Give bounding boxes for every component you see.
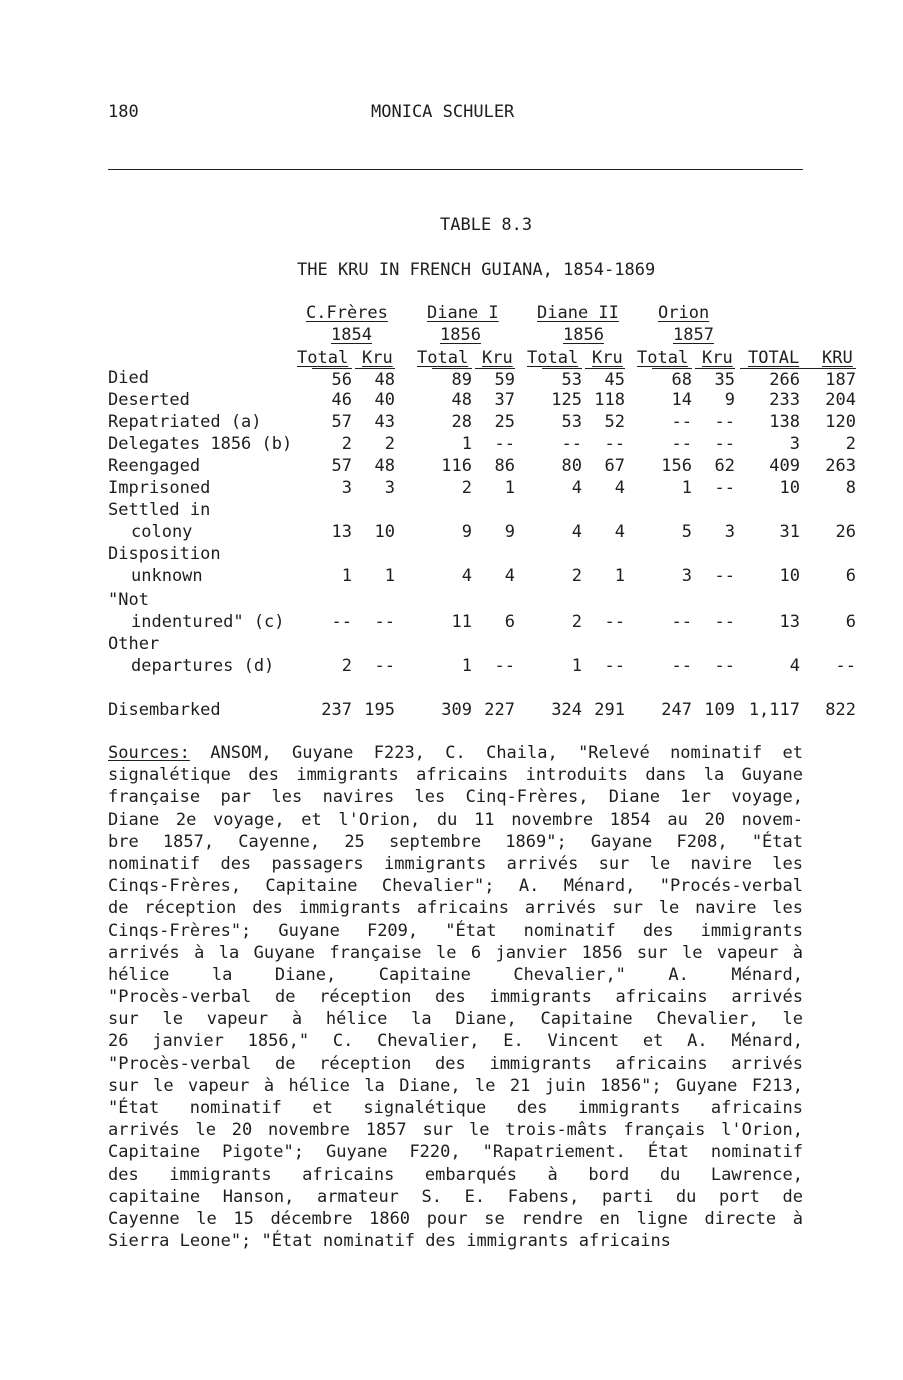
sources-line: de réception des immigrants africains arrivés sur le navire les — [108, 898, 803, 919]
sources-line: Cinqs-Frères"; Guyane F209, "État nominatif des immigrants — [108, 920, 803, 941]
table-cell: 4 — [614, 522, 625, 542]
table-cell: 48 — [451, 390, 472, 410]
table-cell: 52 — [604, 412, 625, 432]
row-label: colony — [131, 522, 193, 542]
table-cell: -- — [604, 434, 625, 454]
table-cell: -- — [374, 612, 395, 632]
header-rule — [108, 169, 803, 170]
table-cell: 4 — [461, 566, 472, 586]
table-row — [0, 522, 903, 544]
table-cell: 57 — [331, 456, 352, 476]
table-cell: -- — [714, 434, 735, 454]
table-cell: 3 — [681, 566, 692, 586]
subhead-kru: Kru — [482, 348, 513, 368]
subhead-total: Total — [417, 348, 469, 368]
table-cell: 109 — [704, 700, 735, 720]
row-label: Delegates 1856 (b) — [108, 434, 293, 454]
table-cell: 116 — [441, 456, 472, 476]
table-cell: 13 — [779, 612, 800, 632]
table-cell: 14 — [671, 390, 692, 410]
ship-year-cfreres: 1854 — [331, 325, 372, 345]
table-cell: 2 — [571, 566, 582, 586]
table-cell: 263 — [825, 456, 856, 476]
table-cell: 45 — [585, 368, 625, 390]
row-label: indentured" (c) — [131, 612, 285, 632]
table-cell: 4 — [789, 656, 800, 676]
sources-line: "Procès-verbal de réception des immigrants africains arrivés — [108, 1053, 803, 1074]
ship-header-diane-2: Diane II — [537, 303, 619, 323]
table-cell: 9 — [461, 522, 472, 542]
table-cell: 28 — [451, 412, 472, 432]
table-cell: 86 — [494, 456, 515, 476]
subhead-total: Total — [527, 348, 579, 368]
sources-line: sur le vapeur à hélice la Diane, le 21 juin 1856"; Guyane F213, — [108, 1075, 803, 1096]
sources-line: bre 1857, Cayenne, 25 septembre 1869"; Gayane F208, "État — [108, 831, 803, 852]
subhead-kru: Kru — [592, 348, 623, 368]
table-cell: 822 — [825, 700, 856, 720]
table-cell: 43 — [374, 412, 395, 432]
table-cell: 25 — [494, 412, 515, 432]
table-cell: 2 — [461, 478, 472, 498]
table-cell: -- — [714, 412, 735, 432]
table-cell: 1 — [614, 566, 625, 586]
row-label: Repatriated (a) — [108, 412, 262, 432]
table-row — [0, 434, 903, 456]
table-row — [0, 456, 903, 478]
ship-year-orion: 1857 — [673, 325, 714, 345]
table-cell: 10 — [779, 478, 800, 498]
table-cell: 57 — [331, 412, 352, 432]
table-cell: 2 — [571, 612, 582, 632]
table-row — [0, 566, 903, 588]
table-cell: 6 — [845, 612, 856, 632]
table-cell: 187 — [796, 368, 856, 390]
table-cell: 120 — [825, 412, 856, 432]
table-number: TABLE 8.3 — [440, 215, 533, 235]
sources-line: hélice la Diane, Capitaine Chevalier," A. Ménard, — [108, 964, 803, 985]
page-number: 180 — [108, 102, 139, 122]
row-label: Disposition — [108, 544, 221, 564]
table-cell: 62 — [714, 456, 735, 476]
sources-line: Sierra Leone"; "État nominatif des immigrants africains — [108, 1231, 671, 1252]
table-cell: 233 — [769, 390, 800, 410]
table-row-label-line — [0, 590, 903, 612]
sources-line: Cayenne le 15 décembre 1860 pour se rendre en ligne directe à — [108, 1208, 803, 1229]
table-cell: 156 — [661, 456, 692, 476]
table-cell: 266 — [740, 368, 800, 390]
table-row-label-line — [0, 544, 903, 566]
table-cell: 5 — [681, 522, 692, 542]
table-cell: -- — [671, 656, 692, 676]
row-label: Deserted — [108, 390, 190, 410]
table-cell: 3 — [724, 522, 735, 542]
table-row-disembarked — [0, 700, 903, 722]
sources-line: "Procès-verbal de réception des immigrants africains arrivés — [108, 987, 803, 1008]
table-cell: 118 — [594, 390, 625, 410]
table-cell: -- — [714, 566, 735, 586]
table-cell: 46 — [331, 390, 352, 410]
table-cell: 4 — [614, 478, 625, 498]
table-cell: -- — [714, 656, 735, 676]
column-header-kru: KRU — [822, 348, 853, 368]
table-cell: 309 — [441, 700, 472, 720]
table-row-label-line — [0, 500, 903, 522]
table-cell: 26 — [835, 522, 856, 542]
table-cell: -- — [714, 612, 735, 632]
table-row — [0, 412, 903, 434]
table-cell: 125 — [551, 390, 582, 410]
sources-line: capitaine Hanson, armateur S. E. Fabens, parti du port de — [108, 1186, 803, 1207]
table-cell: 2 — [845, 434, 856, 454]
table-cell: -- — [671, 434, 692, 454]
table-cell: -- — [671, 412, 692, 432]
table-cell: 227 — [484, 700, 515, 720]
row-label: Imprisoned — [108, 478, 211, 498]
table-cell: 1 — [461, 656, 472, 676]
subhead-kru: Kru — [362, 348, 393, 368]
table-cell: -- — [835, 656, 856, 676]
table-cell: 31 — [779, 522, 800, 542]
table-cell: 247 — [661, 700, 692, 720]
table-cell: 1 — [681, 478, 692, 498]
sources-line: signalétique des immigrants africains introduits dans la Guyane — [108, 765, 803, 786]
table-cell: 237 — [321, 700, 352, 720]
table-cell: 48 — [355, 368, 395, 390]
ship-year-diane-1: 1856 — [440, 325, 481, 345]
ship-header-orion: Orion — [658, 303, 710, 323]
table-cell: 6 — [504, 612, 515, 632]
running-title: MONICA SCHULER — [371, 102, 515, 122]
table-cell: 3 — [789, 434, 800, 454]
table-cell: -- — [374, 656, 395, 676]
table-cell: 2 — [341, 434, 352, 454]
table-cell: 10 — [374, 522, 395, 542]
table-cell: 291 — [594, 700, 625, 720]
table-cell: -- — [331, 612, 352, 632]
table-cell: 10 — [779, 566, 800, 586]
table-cell: 9 — [724, 390, 735, 410]
sources-line: arrivés à la Guyane française le 6 janvier 1856 sur le vapeur à — [108, 942, 803, 963]
table-cell: 9 — [504, 522, 515, 542]
table-cell: 3 — [384, 478, 395, 498]
row-label: Disembarked — [108, 700, 221, 720]
table-cell: 204 — [825, 390, 856, 410]
row-label: Reengaged — [108, 456, 201, 476]
table-cell: 2 — [384, 434, 395, 454]
sources-line: "État nominatif et signalétique des immigrants africains — [108, 1098, 803, 1118]
table-cell: -- — [561, 434, 582, 454]
table-row — [0, 368, 903, 390]
table-cell: -- — [714, 478, 735, 498]
table-cell: 11 — [451, 612, 472, 632]
subhead-total: Total — [297, 348, 349, 368]
table-cell: 1,117 — [748, 700, 800, 720]
subhead-kru: Kru — [702, 348, 733, 368]
table-cell: -- — [604, 656, 625, 676]
row-label: "Not — [108, 590, 149, 610]
table-row — [0, 612, 903, 634]
table-row — [0, 390, 903, 412]
row-label: Other — [108, 634, 160, 654]
sources-heading: Sources: — [108, 743, 190, 763]
table-cell: 67 — [604, 456, 625, 476]
table-cell: 1 — [504, 478, 515, 498]
table-cell: 37 — [494, 390, 515, 410]
table-cell: -- — [604, 612, 625, 632]
table-cell: -- — [494, 434, 515, 454]
ship-year-diane-2: 1856 — [563, 325, 604, 345]
table-cell: 8 — [845, 478, 856, 498]
table-cell: 13 — [331, 522, 352, 542]
table-row — [0, 478, 903, 500]
table-cell: 56 — [312, 368, 352, 390]
sources-line: 26 janvier 1856," C. Chevalier, E. Vincent et A. Ménard, — [108, 1031, 803, 1052]
column-header-total: TOTAL — [748, 348, 800, 368]
sources-line: des immigrants africains embarqués à bord du Lawrence, — [108, 1164, 803, 1185]
row-label: Settled in — [108, 500, 211, 520]
table-title: THE KRU IN FRENCH GUIANA, 1854-1869 — [297, 260, 656, 280]
sources-line — [108, 742, 803, 764]
sources-line: Capitaine Pigote"; Guyane F220, "Rapatriement. État nominatif — [108, 1142, 803, 1163]
table-cell: 4 — [571, 522, 582, 542]
sources-paragraph — [108, 742, 803, 1252]
table-cell: 3 — [341, 478, 352, 498]
table-cell: 324 — [551, 700, 582, 720]
table-cell: 4 — [504, 566, 515, 586]
table-cell: 59 — [475, 368, 515, 390]
table-cell: 1 — [461, 434, 472, 454]
sources-line: Cinqs-Frères, Capitaine Chevalier"; A. Ménard, "Procés-verbal — [108, 876, 803, 897]
table-cell: 35 — [695, 368, 735, 390]
table-row — [0, 656, 903, 678]
row-label: departures (d) — [131, 656, 275, 676]
sources-line: sur le vapeur à hélice la Diane, Capitaine Chevalier, le — [108, 1009, 803, 1030]
table-cell: 40 — [374, 390, 395, 410]
sources-line: nominatif des passagers immigrants arrivés sur le navire les — [108, 853, 803, 874]
table-cell: 1 — [384, 566, 395, 586]
table-cell: 48 — [374, 456, 395, 476]
table-cell: 53 — [561, 412, 582, 432]
row-label: Died — [108, 368, 149, 388]
table-cell: 89 — [432, 368, 472, 390]
sources-line: Diane 2e voyage, et l'Orion, du 11 novembre 1854 au 20 novem- — [108, 809, 803, 830]
table-cell: 1 — [571, 656, 582, 676]
table-cell: 53 — [542, 368, 582, 390]
row-label: unknown — [131, 566, 203, 586]
table-cell: 138 — [769, 412, 800, 432]
table-cell: 6 — [845, 566, 856, 586]
table-cell: 195 — [364, 700, 395, 720]
table-cell: 4 — [571, 478, 582, 498]
ship-header-diane-1: Diane I — [427, 303, 499, 323]
sources-line-text: ANSOM, Guyane F223, C. Chaila, "Relevé nominatif et — [189, 743, 803, 763]
table-cell: 68 — [652, 368, 692, 390]
table-cell: -- — [494, 656, 515, 676]
table-cell: 80 — [561, 456, 582, 476]
table-row-label-line — [0, 634, 903, 656]
table-cell: -- — [671, 612, 692, 632]
table-cell: 2 — [341, 656, 352, 676]
table-cell: 409 — [769, 456, 800, 476]
table-cell: 1 — [341, 566, 352, 586]
sources-line: arrivés le 20 novembre 1857 sur le trois-mâts français l'Orion, — [108, 1120, 803, 1141]
subhead-total: Total — [637, 348, 689, 368]
ship-header-cfreres: C.Frères — [306, 303, 388, 323]
sources-line: française par les navires les Cinq-Frères, Diane 1er voyage, — [108, 787, 803, 808]
